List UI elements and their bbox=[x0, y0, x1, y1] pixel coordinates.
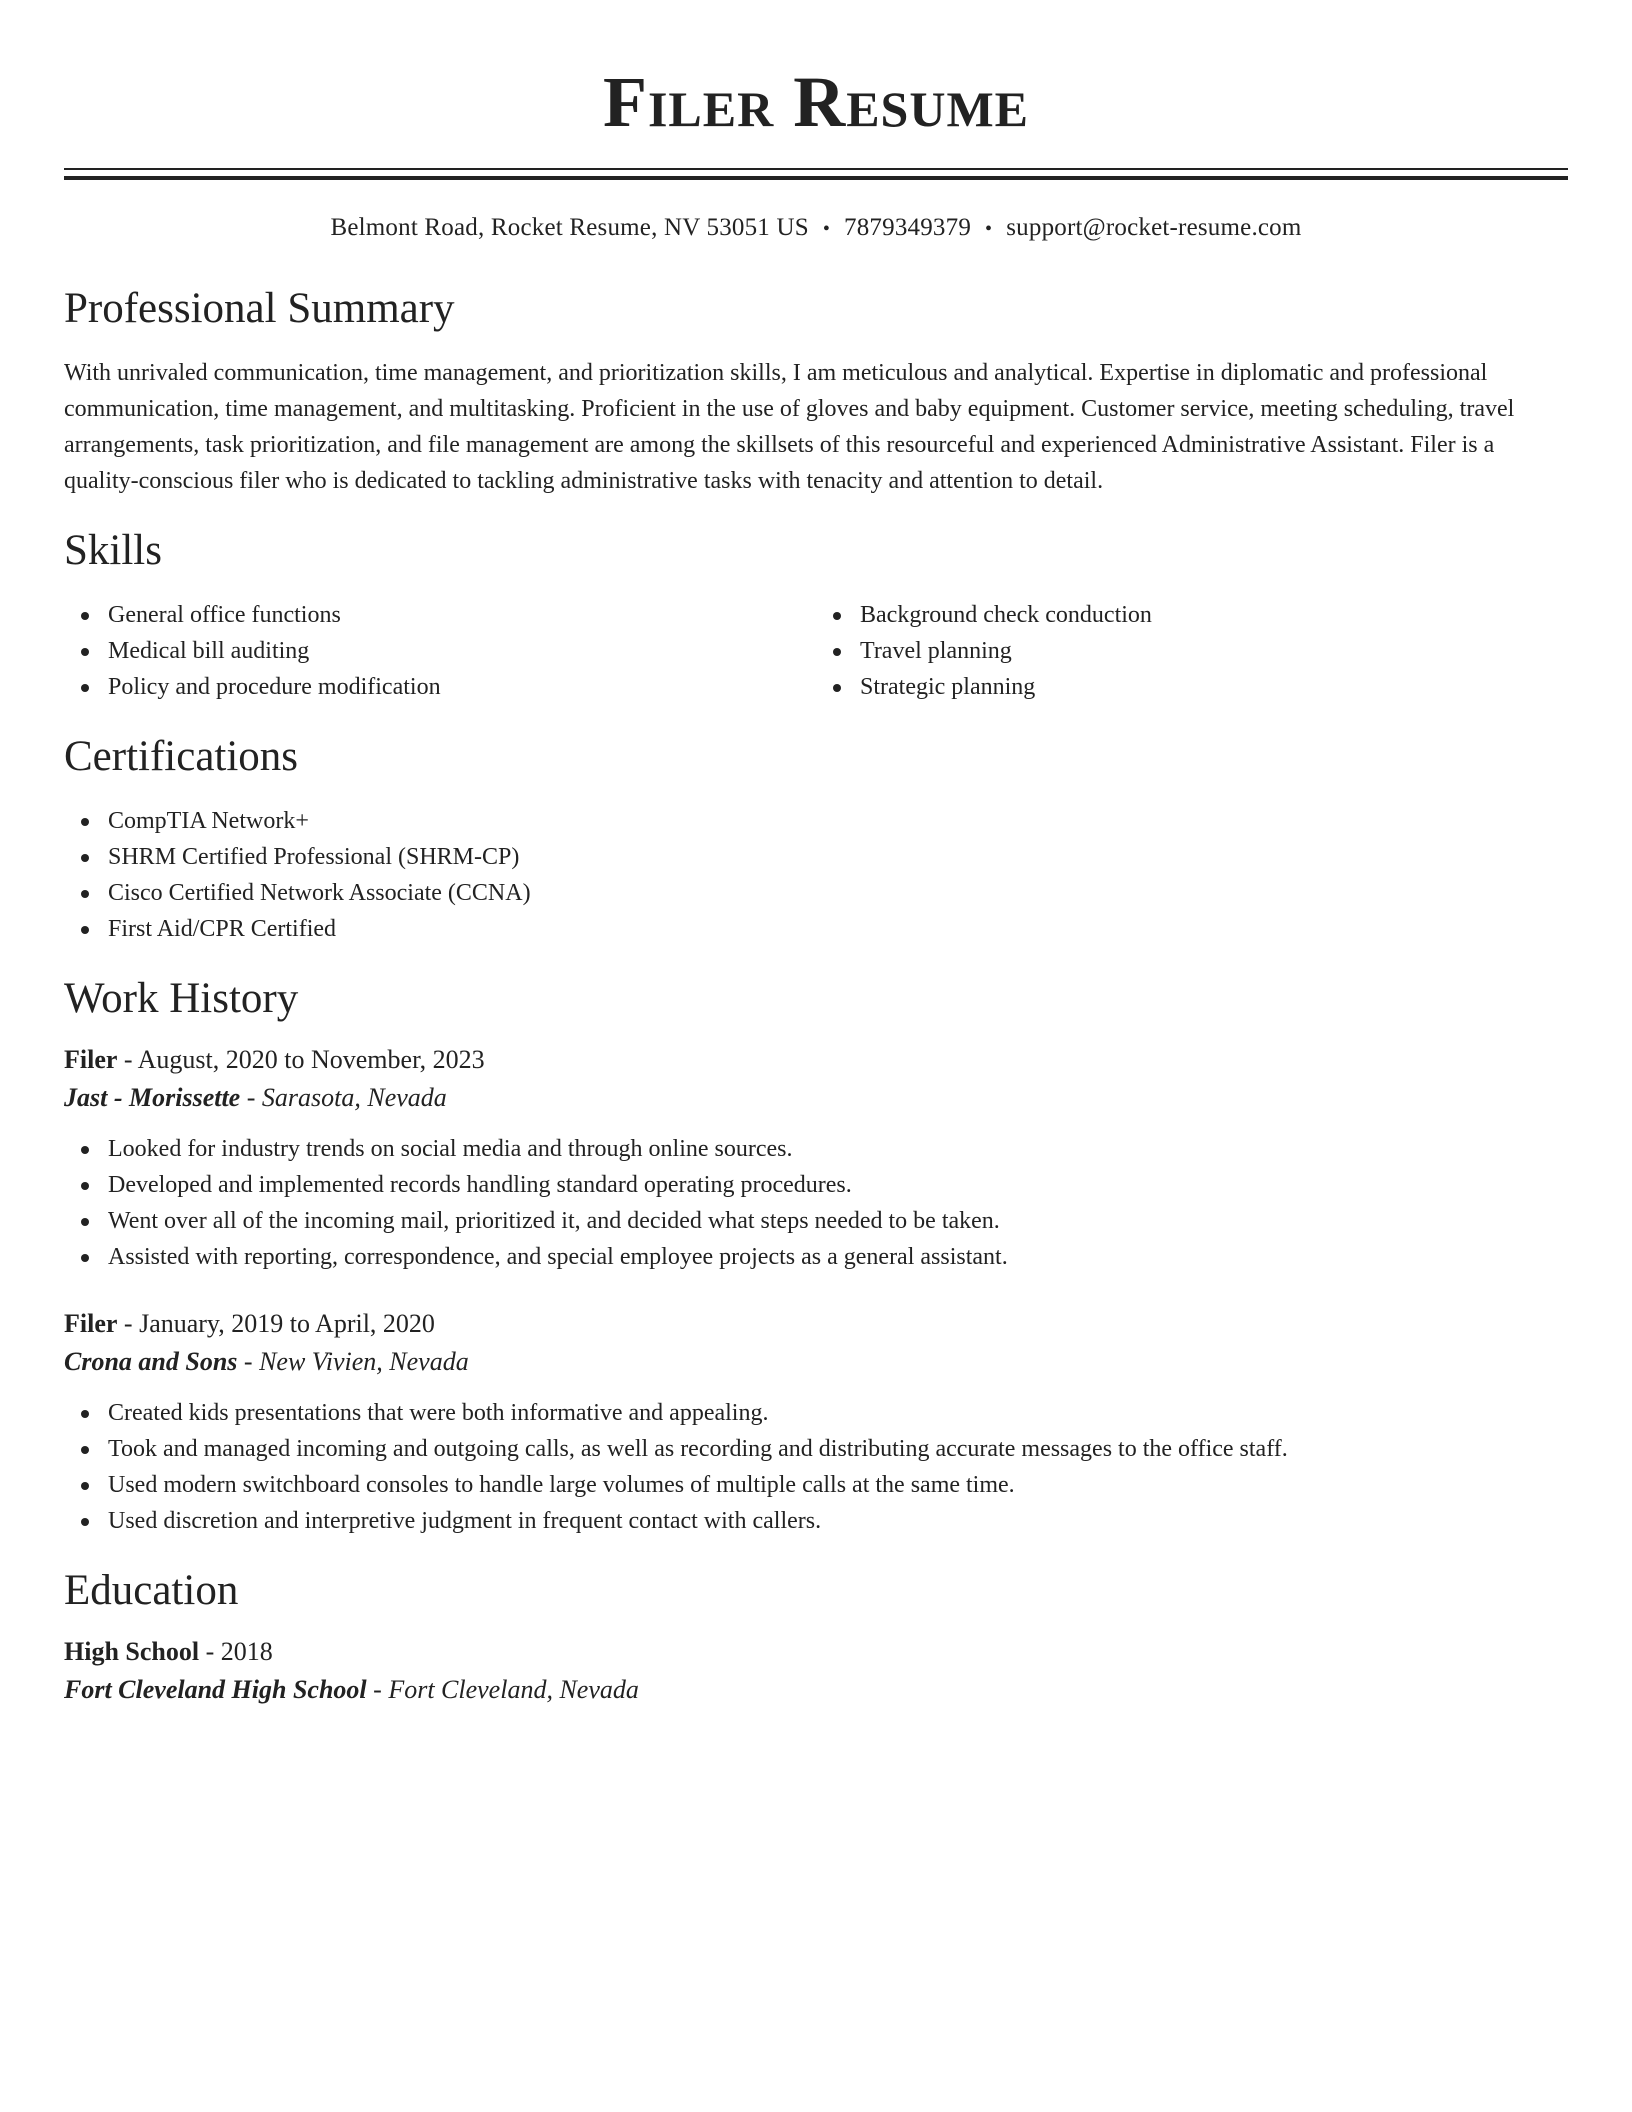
education-year: - 2018 bbox=[199, 1637, 273, 1666]
job-bullets bbox=[64, 1131, 1568, 1275]
contact-email: support@rocket-resume.com bbox=[1006, 214, 1302, 241]
skill-item: Strategic planning bbox=[860, 669, 1568, 705]
work-history-heading: Work History bbox=[64, 975, 299, 1022]
job-header bbox=[64, 1305, 1568, 1343]
skill-item: Policy and procedure modification bbox=[108, 669, 816, 705]
education-header bbox=[64, 1633, 1568, 1671]
education-heading: Education bbox=[64, 1567, 239, 1614]
certifications-heading: Certifications bbox=[64, 733, 299, 780]
job-company: Jast - Morissette bbox=[64, 1083, 241, 1112]
skill-item: Travel planning bbox=[860, 633, 1568, 669]
contact-phone: 7879349379 bbox=[844, 214, 972, 241]
resume-page bbox=[64, 0, 1568, 1709]
resume-name: Filer Resume bbox=[602, 62, 1030, 142]
job-employer bbox=[64, 1343, 1568, 1381]
education-school-line bbox=[64, 1671, 1568, 1709]
job-dates: - August, 2020 to November, 2023 bbox=[117, 1045, 485, 1074]
bullet-separator: • bbox=[822, 218, 831, 240]
job-location: - Sarasota, Nevada bbox=[240, 1083, 447, 1112]
skills-heading: Skills bbox=[64, 527, 162, 574]
job-bullet: Looked for industry trends on social media and through online sources. bbox=[108, 1131, 1568, 1167]
certification-item: SHRM Certified Professional (SHRM-CP) bbox=[108, 839, 1568, 875]
job-bullet: Developed and implemented records handling standard operating procedures. bbox=[108, 1167, 1568, 1203]
certification-item: CompTIA Network+ bbox=[108, 803, 1568, 839]
job-bullet: Took and managed incoming and outgoing calls, as well as recording and distributing accurate messages to the office staff. bbox=[108, 1431, 1568, 1467]
job-bullet: Created kids presentations that were both informative and appealing. bbox=[108, 1395, 1568, 1431]
summary-text: With unrivaled communication, time management, and prioritization skills, I am meticulous and analytical. Expertise in diplomatic and professional communication, time management, and multitasking. Proficient in the use of gloves and baby equipment. Customer service, meeting scheduling, travel arrangements, task prioritization, and file management are among the skillsets of this resourceful and experienced Administrative Assistant. Filer is a quality-conscious filer who is dedicated to tackling administrative tasks with tenacity and attention to detail. bbox=[64, 360, 1515, 494]
job-entry bbox=[64, 1305, 1568, 1539]
job-bullets bbox=[64, 1395, 1568, 1539]
summary-heading: Professional Summary bbox=[64, 285, 455, 332]
skills-list-right bbox=[816, 597, 1568, 705]
contact-line bbox=[64, 212, 1568, 245]
certifications-list bbox=[64, 803, 1568, 947]
job-bullet: Used discretion and interpretive judgment in frequent contact with callers. bbox=[108, 1503, 1568, 1539]
header-rule-thin bbox=[64, 168, 1568, 170]
job-entry bbox=[64, 1041, 1568, 1275]
certification-item: Cisco Certified Network Associate (CCNA) bbox=[108, 875, 1568, 911]
job-role: Filer bbox=[64, 1309, 118, 1338]
skills-columns bbox=[64, 597, 1568, 705]
skill-item: Medical bill auditing bbox=[108, 633, 816, 669]
education-degree: High School bbox=[64, 1637, 200, 1666]
job-header bbox=[64, 1041, 1568, 1079]
job-employer bbox=[64, 1079, 1568, 1117]
job-role: Filer bbox=[64, 1045, 118, 1074]
job-bullet: Used modern switchboard consoles to handle large volumes of multiple calls at the same time. bbox=[108, 1467, 1568, 1503]
job-company: Crona and Sons bbox=[64, 1347, 238, 1376]
job-dates: - January, 2019 to April, 2020 bbox=[117, 1309, 435, 1338]
contact-address: Belmont Road, Rocket Resume, NV 53051 US bbox=[330, 214, 809, 241]
skills-list-left bbox=[64, 597, 816, 705]
education-location: - Fort Cleveland, Nevada bbox=[366, 1675, 639, 1704]
header-rule-thick bbox=[64, 176, 1568, 180]
education-school: Fort Cleveland High School bbox=[64, 1675, 367, 1704]
bullet-separator: • bbox=[985, 218, 993, 240]
skill-item: Background check conduction bbox=[860, 597, 1568, 633]
certification-item: First Aid/CPR Certified bbox=[108, 911, 1568, 947]
job-location: - New Vivien, Nevada bbox=[237, 1347, 469, 1376]
job-bullet: Went over all of the incoming mail, prioritized it, and decided what steps needed to be taken. bbox=[108, 1203, 1568, 1239]
job-bullet: Assisted with reporting, correspondence, and special employee projects as a general assistant. bbox=[108, 1239, 1568, 1275]
skill-item: General office functions bbox=[108, 597, 816, 633]
